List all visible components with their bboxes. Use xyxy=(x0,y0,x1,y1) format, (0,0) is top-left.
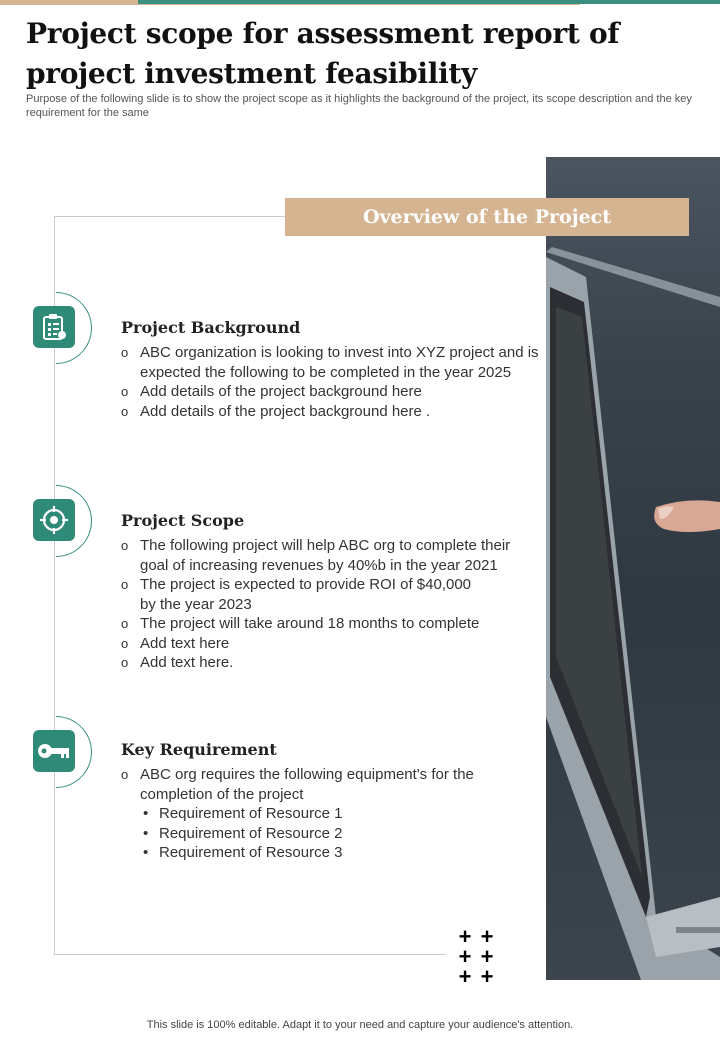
section-project-scope xyxy=(121,510,541,673)
list-item: o Add details of the project background here . xyxy=(121,402,541,422)
top-accent-bar-teal xyxy=(138,0,720,4)
list-item: o The project will take around 18 months to complete xyxy=(121,614,541,634)
project-background-icon-wrap xyxy=(20,292,92,364)
footer-note: This slide is 100% editable. Adapt it to your need and capture your audience's attention. xyxy=(146,1019,574,1031)
page-title: Project scope for assessment report of project investment feasibility xyxy=(26,17,620,90)
section-key-requirement xyxy=(121,739,541,863)
key-requirement-icon-wrap xyxy=(20,716,92,788)
plus-icon: + xyxy=(480,944,494,969)
sub-list-item: • Requirement of Resource 1 xyxy=(121,804,541,824)
page-subtitle: Purpose of the following slide is to show the project scope as it highlights the background of the project, its scope description and the key requirement for the same xyxy=(26,93,692,119)
list-item: o Add text here. xyxy=(121,653,541,673)
list-item: o Add text here xyxy=(121,634,541,654)
plus-icon: + xyxy=(458,944,472,969)
section-project-background xyxy=(121,317,541,421)
plus-icon: + xyxy=(458,924,472,949)
section-heading: Key Requirement xyxy=(121,740,277,759)
laptop-illustration xyxy=(546,157,720,980)
clipboard-icon xyxy=(33,306,75,348)
sub-list-item: • Requirement of Resource 2 xyxy=(121,824,541,844)
section-heading: Project Scope xyxy=(121,511,245,530)
project-scope-icon-wrap xyxy=(20,485,92,557)
sub-list-item: • Requirement of Resource 3 xyxy=(121,843,541,863)
laptop-photo xyxy=(546,157,720,980)
list-item: o ABC organization is looking to invest into XYZ project and is expected the following to be completed in the year 2025 xyxy=(121,343,541,382)
list-item: o The project is expected to provide ROI of $40,000 by the year 2023 xyxy=(121,575,481,614)
section-heading: Project Background xyxy=(121,318,301,337)
overview-banner: Overview of the Project xyxy=(285,198,689,236)
plus-pattern-decoration xyxy=(454,924,498,989)
plus-icon: + xyxy=(480,964,494,989)
key-icon xyxy=(33,730,75,772)
list-item: o The following project will help ABC org to complete their goal of increasing revenues by 40%b in the year 2021 xyxy=(121,536,541,575)
frame-top-line xyxy=(54,216,286,217)
list-item: o ABC org requires the following equipment's for the completion of the project xyxy=(121,765,521,804)
target-icon xyxy=(33,499,75,541)
list-item: o Add details of the project background here xyxy=(121,382,541,402)
plus-icon: + xyxy=(458,964,472,989)
frame-bottom-line xyxy=(54,954,446,955)
plus-icon: + xyxy=(480,924,494,949)
